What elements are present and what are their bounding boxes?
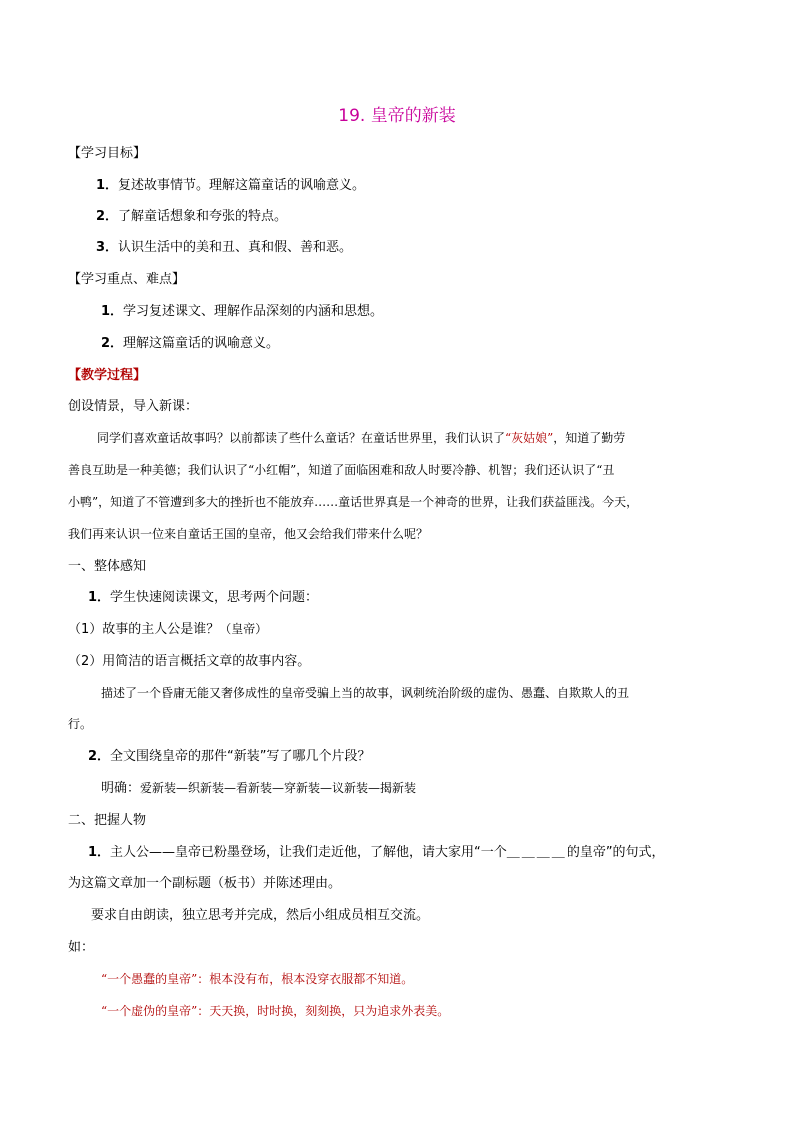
section2-q1-text-a: 主人公——皇帝已粉墨登场，让我们走近他，了解他，请大家用“一个 [110,845,507,860]
section1-clarify [101,782,416,797]
key-point-1-text: 学习复述课文、理解作品深刻的内涵和思想。 [123,304,384,319]
section1-q1 [88,591,318,606]
key-point-1 [101,305,383,320]
section2-q1-blank: ＿＿＿＿ [506,845,567,860]
section1-q2-text: 全文围绕皇帝的那件“新装”写了哪几个片段？ [110,749,371,764]
intro-line-1-a: 同学们喜欢童话故事吗？以前都读了些什么童话？在童话世界里，我们认识了 [97,431,506,445]
process-heading: 【教学过程】 [68,368,147,383]
section1-sub1-label: （1）故事的主人公是谁？ [68,622,220,637]
section2-requirement: 要求自由朗读，独立思考并完成，然后小组成员相互交流。 [91,908,430,923]
section1-q2 [88,750,371,765]
section2-q1-num: 1． [88,845,111,860]
section1-q2-num: 2． [88,749,111,764]
section2-example-1-label: “一个愚蠢的皇帝”： [101,972,210,986]
key-point-2-num: 2． [101,336,124,351]
goal-item-1-text: 复述故事情节。理解这篇童话的讽喻意义。 [118,178,366,193]
section2-q1-text-b: 的皇帝”的句式， [566,845,665,860]
goal-item-1-num: 1． [96,178,119,193]
page-title: 19. 皇帝的新装 [338,106,456,126]
key-points-heading: 【学习重点、难点】 [68,272,186,287]
goal-item-2 [96,210,287,225]
section2-example-2-label: “一个虚伪的皇帝”： [101,1004,210,1018]
section1-sub1 [68,623,267,638]
goal-item-1 [96,179,365,194]
section2-example-1-text: 根本没有布，根本没穿衣服都不知道。 [209,972,414,986]
intro-line-1-highlight: “灰姑娘” [505,431,554,445]
goal-item-3-text: 认识生活中的美和丑、真和假、善和恶。 [118,240,353,255]
section2-example-2-text: 天天换，时时换，刻刻换，只为追求外表美。 [209,1004,450,1018]
section2-q1-line-2: 为这篇文章加一个副标题（板书）并陈述理由。 [68,876,342,891]
key-point-2-text: 理解这篇童话的讽喻意义。 [123,336,280,351]
section1-heading: 一、整体感知 [68,559,147,574]
section1-sub2: （2）用简洁的语言概括文章的故事内容。 [68,654,311,669]
section2-q1-line-1 [88,846,665,861]
intro-label: 创设情景，导入新课： [68,399,199,414]
section1-clarify-label: 明确： [101,781,141,796]
intro-paragraph-line-1 [97,432,625,446]
section1-answer-line-2: 行。 [68,717,93,731]
goal-item-2-num: 2． [96,209,119,224]
section2-example-2 [101,1005,449,1019]
section1-q1-text: 学生快速阅读课文，思考两个问题： [110,590,319,605]
intro-paragraph-line-4: 我们再来认识一位来自童话王国的皇帝，他又会给我们带来什么呢？ [68,527,429,541]
intro-paragraph-line-3: 小鸭”，知道了不管遭到多大的挫折也不能放弃……童话世界真是一个神奇的世界，让我们获益匪浅。今天， [68,495,639,509]
goals-heading: 【学习目标】 [68,146,147,161]
section1-q1-num: 1． [88,590,111,605]
intro-paragraph-line-2: 善良互助是一种美德；我们认识了“小红帽”，知道了面临困难和敌人时要冷静、机智；我们还认识了“丑 [68,463,615,477]
key-point-1-num: 1． [101,304,124,319]
goal-item-3-num: 3． [96,240,119,255]
section1-clarify-text: 爱新装—织新装—看新装—穿新装—议新装—揭新装 [140,781,417,795]
section2-example-1 [101,973,413,987]
section1-sub1-answer: （皇帝） [219,622,268,636]
section1-answer-line-1: 描述了一个昏庸无能又奢侈成性的皇帝受骗上当的故事，讽刺统治阶级的虚伪、愚蠢、自欺欺人的丑 [101,686,630,700]
section2-example-label: 如： [68,940,95,955]
intro-line-1-b: ，知道了勤劳 [553,431,626,445]
goal-item-2-text: 了解童话想象和夸张的特点。 [118,209,288,224]
section2-heading: 二、把握人物 [68,813,147,828]
goal-item-3 [96,241,352,256]
key-point-2 [101,337,279,352]
